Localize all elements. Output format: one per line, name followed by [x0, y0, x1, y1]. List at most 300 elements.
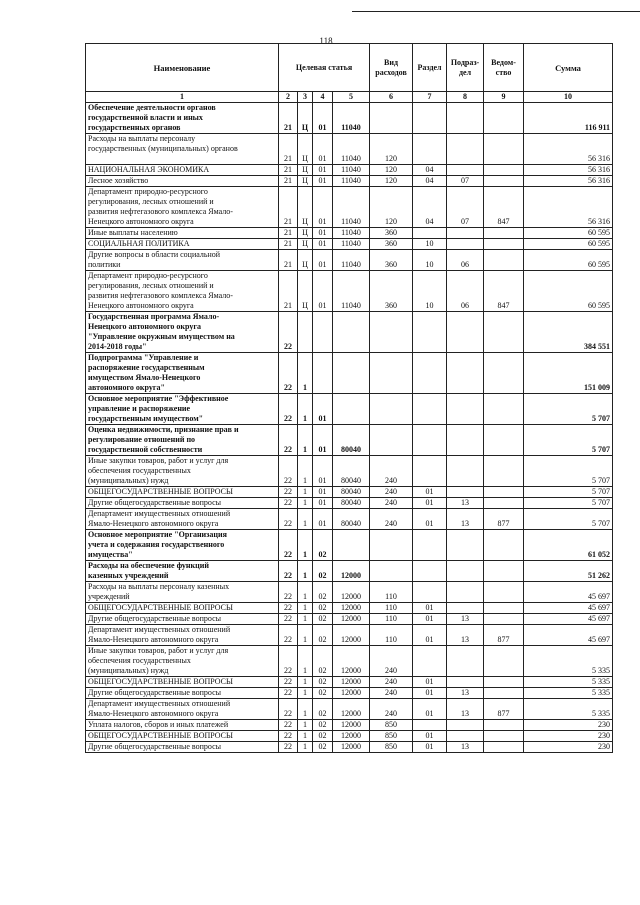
section: [413, 425, 447, 456]
row-name: Другие общегосударственные вопросы: [86, 688, 279, 699]
top-rule: [352, 11, 640, 12]
target-activity: 02: [313, 677, 333, 688]
target-activity: 02: [313, 742, 333, 753]
target-subprogram: 1: [298, 603, 313, 614]
target-activity: [313, 353, 333, 394]
target-activity: 02: [313, 720, 333, 731]
column-number: 7: [413, 92, 447, 103]
target-program: 21: [279, 228, 298, 239]
table-row: [86, 103, 613, 134]
department: [484, 677, 524, 688]
target-program: 22: [279, 498, 298, 509]
table-row: [86, 271, 613, 312]
table-row: [86, 561, 613, 582]
expense-type: 240: [370, 487, 413, 498]
section: [413, 530, 447, 561]
amount: 56 316: [524, 134, 613, 165]
section: 10: [413, 239, 447, 250]
table-row: [86, 699, 613, 720]
section: [413, 646, 447, 677]
section: 01: [413, 625, 447, 646]
table-row: [86, 720, 613, 731]
target-direction: 11040: [333, 250, 370, 271]
expense-type: 360: [370, 228, 413, 239]
row-name: ОБЩЕГОСУДАРСТВЕННЫЕ ВОПРОСЫ: [86, 731, 279, 742]
section: [413, 134, 447, 165]
expense-type: 850: [370, 731, 413, 742]
target-direction: 80040: [333, 456, 370, 487]
expense-type: 110: [370, 603, 413, 614]
table-row: [86, 742, 613, 753]
target-program: 22: [279, 394, 298, 425]
column-number: 10: [524, 92, 613, 103]
section: [413, 720, 447, 731]
department: [484, 103, 524, 134]
target-program: 21: [279, 134, 298, 165]
target-activity: 01: [313, 425, 333, 456]
expense-type: 240: [370, 646, 413, 677]
expense-type: 360: [370, 250, 413, 271]
subsection: [447, 677, 484, 688]
department: [484, 394, 524, 425]
table-row: [86, 250, 613, 271]
section: 04: [413, 165, 447, 176]
target-activity: 01: [313, 394, 333, 425]
target-direction: 12000: [333, 603, 370, 614]
table-row: [86, 487, 613, 498]
expense-type: 110: [370, 625, 413, 646]
target-program: 21: [279, 187, 298, 228]
subsection: [447, 228, 484, 239]
department: [484, 228, 524, 239]
target-activity: 02: [313, 614, 333, 625]
target-program: 22: [279, 312, 298, 353]
target-direction: 11040: [333, 103, 370, 134]
target-activity: 01: [313, 239, 333, 250]
department: [484, 561, 524, 582]
target-activity: 01: [313, 487, 333, 498]
table-row: [86, 731, 613, 742]
amount: 5 707: [524, 487, 613, 498]
row-name: Расходы на выплаты персоналу казенных учреждений: [86, 582, 279, 603]
subsection: 07: [447, 176, 484, 187]
row-name: Государственная программа Ямало- Ненецкого автономного округа "Управление окружным имуществом на 2014-2018 годы": [86, 312, 279, 353]
target-subprogram: 1: [298, 731, 313, 742]
target-program: 22: [279, 353, 298, 394]
row-name: Расходы на выплаты персоналу государственных (муниципальных) органов: [86, 134, 279, 165]
section: 01: [413, 487, 447, 498]
target-direction: 12000: [333, 561, 370, 582]
amount: 5 707: [524, 425, 613, 456]
column-number: 1: [86, 92, 279, 103]
target-subprogram: 1: [298, 498, 313, 509]
expense-type: 120: [370, 176, 413, 187]
target-subprogram: 1: [298, 677, 313, 688]
target-program: 22: [279, 720, 298, 731]
target-direction: 12000: [333, 677, 370, 688]
amount: 230: [524, 731, 613, 742]
department: [484, 720, 524, 731]
table-row: [86, 187, 613, 228]
department: [484, 165, 524, 176]
amount: 5 707: [524, 456, 613, 487]
table-row: [86, 530, 613, 561]
target-subprogram: 1: [298, 742, 313, 753]
table-row: [86, 134, 613, 165]
amount: 60 595: [524, 250, 613, 271]
section: 01: [413, 677, 447, 688]
target-direction: 11040: [333, 134, 370, 165]
column-number: 5: [333, 92, 370, 103]
target-program: 22: [279, 677, 298, 688]
header-target: Целевая статья: [279, 44, 370, 92]
target-program: 21: [279, 165, 298, 176]
row-name: Подпрограмма "Управление и распоряжение государственным имуществом Ямало-Ненецкого автономного округа": [86, 353, 279, 394]
row-name: НАЦИОНАЛЬНАЯ ЭКОНОМИКА: [86, 165, 279, 176]
target-activity: 02: [313, 561, 333, 582]
target-subprogram: Ц: [298, 228, 313, 239]
header-subsection: Подраз-дел: [447, 44, 484, 92]
expense-type: [370, 103, 413, 134]
target-activity: 02: [313, 699, 333, 720]
target-direction: [333, 530, 370, 561]
target-program: 22: [279, 487, 298, 498]
department: [484, 688, 524, 699]
target-program: 21: [279, 176, 298, 187]
target-activity: 01: [313, 103, 333, 134]
subsection: 13: [447, 509, 484, 530]
row-name: Основное мероприятие "Эффективное управление и распоряжение государственным имуществом": [86, 394, 279, 425]
target-subprogram: 1: [298, 614, 313, 625]
department: 877: [484, 625, 524, 646]
row-name: Иные выплаты населению: [86, 228, 279, 239]
expense-type: 120: [370, 187, 413, 228]
section: 01: [413, 603, 447, 614]
department: 847: [484, 271, 524, 312]
amount: 45 697: [524, 603, 613, 614]
department: [484, 646, 524, 677]
section: [413, 456, 447, 487]
department: [484, 582, 524, 603]
row-name: Другие общегосударственные вопросы: [86, 498, 279, 509]
target-direction: 11040: [333, 187, 370, 228]
section: 01: [413, 742, 447, 753]
target-direction: 12000: [333, 646, 370, 677]
subsection: [447, 456, 484, 487]
department: [484, 250, 524, 271]
target-subprogram: 1: [298, 582, 313, 603]
subsection: 13: [447, 699, 484, 720]
row-name: Оценка недвижимости, признание прав и регулирование отношений по государственной собственности: [86, 425, 279, 456]
department: [484, 498, 524, 509]
amount: 60 595: [524, 239, 613, 250]
department: [484, 239, 524, 250]
target-program: 22: [279, 646, 298, 677]
target-subprogram: Ц: [298, 187, 313, 228]
expense-type: [370, 353, 413, 394]
subsection: [447, 165, 484, 176]
subsection: [447, 353, 484, 394]
header-row: [86, 44, 613, 92]
section: 04: [413, 176, 447, 187]
subsection: [447, 394, 484, 425]
amount: 5 335: [524, 646, 613, 677]
expense-type: 120: [370, 134, 413, 165]
expense-type: 240: [370, 688, 413, 699]
budget-table: [85, 43, 613, 753]
row-name: Другие общегосударственные вопросы: [86, 614, 279, 625]
subsection: [447, 561, 484, 582]
subsection: 13: [447, 498, 484, 509]
department: [484, 487, 524, 498]
expense-type: 850: [370, 742, 413, 753]
subsection: [447, 603, 484, 614]
header-section: Раздел: [413, 44, 447, 92]
department: 877: [484, 699, 524, 720]
row-name: Иные закупки товаров, работ и услуг для обеспечения государственных (муниципальных) нужд: [86, 456, 279, 487]
amount: 116 911: [524, 103, 613, 134]
target-subprogram: Ц: [298, 165, 313, 176]
target-direction: 80040: [333, 487, 370, 498]
target-program: 22: [279, 742, 298, 753]
column-number-row: [86, 92, 613, 103]
target-subprogram: 1: [298, 646, 313, 677]
expense-type: [370, 425, 413, 456]
section: [413, 394, 447, 425]
target-direction: 11040: [333, 271, 370, 312]
target-program: 22: [279, 582, 298, 603]
target-program: 22: [279, 699, 298, 720]
page-number: 118: [319, 36, 333, 46]
expense-type: 240: [370, 677, 413, 688]
row-name: Департамент имущественных отношений Ямало-Ненецкого автономного округа: [86, 509, 279, 530]
target-direction: 80040: [333, 498, 370, 509]
target-program: 22: [279, 603, 298, 614]
target-direction: 11040: [333, 228, 370, 239]
target-direction: 12000: [333, 582, 370, 603]
department: [484, 176, 524, 187]
section: 10: [413, 271, 447, 312]
target-program: 21: [279, 271, 298, 312]
expense-type: 850: [370, 720, 413, 731]
row-name: СОЦИАЛЬНАЯ ПОЛИТИКА: [86, 239, 279, 250]
row-name: Другие общегосударственные вопросы: [86, 742, 279, 753]
expense-type: 110: [370, 614, 413, 625]
row-name: Расходы на обеспечение функций казенных учреждений: [86, 561, 279, 582]
column-number: 2: [279, 92, 298, 103]
target-program: 22: [279, 731, 298, 742]
target-subprogram: Ц: [298, 250, 313, 271]
department: [484, 603, 524, 614]
expense-type: [370, 312, 413, 353]
section: [413, 582, 447, 603]
department: [484, 614, 524, 625]
section: 01: [413, 688, 447, 699]
expense-type: 110: [370, 582, 413, 603]
target-activity: 01: [313, 271, 333, 312]
target-activity: 02: [313, 582, 333, 603]
target-subprogram: 1: [298, 688, 313, 699]
target-subprogram: Ц: [298, 271, 313, 312]
subsection: [447, 530, 484, 561]
subsection: [447, 487, 484, 498]
target-subprogram: 1: [298, 720, 313, 731]
column-number: 4: [313, 92, 333, 103]
target-direction: 80040: [333, 509, 370, 530]
table-row: [86, 582, 613, 603]
row-name: Департамент природно-ресурсного регулирования, лесных отношений и развития нефтегазового комплекса Ямало- Ненецкого автономного округа: [86, 271, 279, 312]
target-activity: 01: [313, 134, 333, 165]
subsection: 13: [447, 688, 484, 699]
row-name: Другие вопросы в области социальной политики: [86, 250, 279, 271]
table-row: [86, 688, 613, 699]
department: [484, 530, 524, 561]
expense-type: [370, 561, 413, 582]
table-row: [86, 176, 613, 187]
section: [413, 561, 447, 582]
target-program: 22: [279, 456, 298, 487]
subsection: 13: [447, 614, 484, 625]
target-direction: 12000: [333, 731, 370, 742]
target-direction: 12000: [333, 720, 370, 731]
subsection: [447, 720, 484, 731]
subsection: 13: [447, 742, 484, 753]
row-name: Департамент имущественных отношений Ямало-Ненецкого автономного округа: [86, 699, 279, 720]
target-subprogram: 1: [298, 394, 313, 425]
subsection: [447, 731, 484, 742]
target-subprogram: 1: [298, 561, 313, 582]
expense-type: 240: [370, 699, 413, 720]
target-subprogram: Ц: [298, 103, 313, 134]
subsection: [447, 312, 484, 353]
amount: 151 009: [524, 353, 613, 394]
target-subprogram: Ц: [298, 134, 313, 165]
table-row: [86, 498, 613, 509]
amount: 5 707: [524, 498, 613, 509]
target-activity: 02: [313, 530, 333, 561]
section: 01: [413, 699, 447, 720]
expense-type: 240: [370, 456, 413, 487]
subsection: 06: [447, 250, 484, 271]
department: [484, 742, 524, 753]
target-activity: 01: [313, 456, 333, 487]
expense-type: 120: [370, 165, 413, 176]
row-name: Лесное хозяйство: [86, 176, 279, 187]
table-row: [86, 603, 613, 614]
subsection: [447, 103, 484, 134]
target-activity: 01: [313, 250, 333, 271]
table-row: [86, 165, 613, 176]
table-row: [86, 509, 613, 530]
row-name: ОБЩЕГОСУДАРСТВЕННЫЕ ВОПРОСЫ: [86, 677, 279, 688]
target-activity: 01: [313, 228, 333, 239]
section: 01: [413, 614, 447, 625]
section: [413, 312, 447, 353]
expense-type: 240: [370, 498, 413, 509]
target-subprogram: 1: [298, 509, 313, 530]
target-subprogram: Ц: [298, 176, 313, 187]
amount: 45 697: [524, 614, 613, 625]
department: [484, 134, 524, 165]
header-expense-type: Вид расходов: [370, 44, 413, 92]
subsection: 06: [447, 271, 484, 312]
amount: 230: [524, 742, 613, 753]
target-subprogram: 1: [298, 530, 313, 561]
header-sum: Сумма: [524, 44, 613, 92]
target-direction: 12000: [333, 625, 370, 646]
header-department: Ведом-ство: [484, 44, 524, 92]
target-activity: 01: [313, 498, 333, 509]
target-direction: 12000: [333, 699, 370, 720]
department: [484, 456, 524, 487]
section: 01: [413, 731, 447, 742]
amount: 60 595: [524, 271, 613, 312]
amount: 51 262: [524, 561, 613, 582]
column-number: 8: [447, 92, 484, 103]
subsection: 13: [447, 625, 484, 646]
target-program: 22: [279, 425, 298, 456]
subsection: [447, 239, 484, 250]
amount: 61 052: [524, 530, 613, 561]
table-row: [86, 625, 613, 646]
target-activity: 02: [313, 625, 333, 646]
target-subprogram: 1: [298, 487, 313, 498]
table-row: [86, 456, 613, 487]
target-subprogram: Ц: [298, 239, 313, 250]
amount: 60 595: [524, 228, 613, 239]
target-direction: [333, 353, 370, 394]
amount: 45 697: [524, 582, 613, 603]
target-subprogram: 1: [298, 699, 313, 720]
department: [484, 353, 524, 394]
target-direction: [333, 394, 370, 425]
target-program: 22: [279, 530, 298, 561]
target-direction: 12000: [333, 688, 370, 699]
target-direction: 11040: [333, 176, 370, 187]
department: [484, 425, 524, 456]
amount: 56 316: [524, 187, 613, 228]
target-program: 22: [279, 625, 298, 646]
amount: 56 316: [524, 176, 613, 187]
table-row: [86, 677, 613, 688]
row-name: Уплата налогов, сборов и иных платежей: [86, 720, 279, 731]
target-activity: 02: [313, 731, 333, 742]
target-activity: [313, 312, 333, 353]
row-name: Департамент природно-ресурсного регулирования, лесных отношений и развития нефтегазового комплекса Ямало- Ненецкого автономного округа: [86, 187, 279, 228]
section: [413, 353, 447, 394]
department: 847: [484, 187, 524, 228]
table-row: [86, 312, 613, 353]
table-row: [86, 614, 613, 625]
amount: 384 551: [524, 312, 613, 353]
target-program: 22: [279, 614, 298, 625]
column-number: 3: [298, 92, 313, 103]
subsection: [447, 134, 484, 165]
subsection: 07: [447, 187, 484, 228]
target-program: 21: [279, 250, 298, 271]
target-activity: 02: [313, 646, 333, 677]
target-direction: 80040: [333, 425, 370, 456]
expense-type: 240: [370, 509, 413, 530]
section: [413, 103, 447, 134]
amount: 5 707: [524, 509, 613, 530]
table-row: [86, 394, 613, 425]
table-row: [86, 239, 613, 250]
target-direction: 12000: [333, 614, 370, 625]
amount: 5 335: [524, 699, 613, 720]
header-name: Наименование: [86, 44, 279, 92]
column-number: 6: [370, 92, 413, 103]
